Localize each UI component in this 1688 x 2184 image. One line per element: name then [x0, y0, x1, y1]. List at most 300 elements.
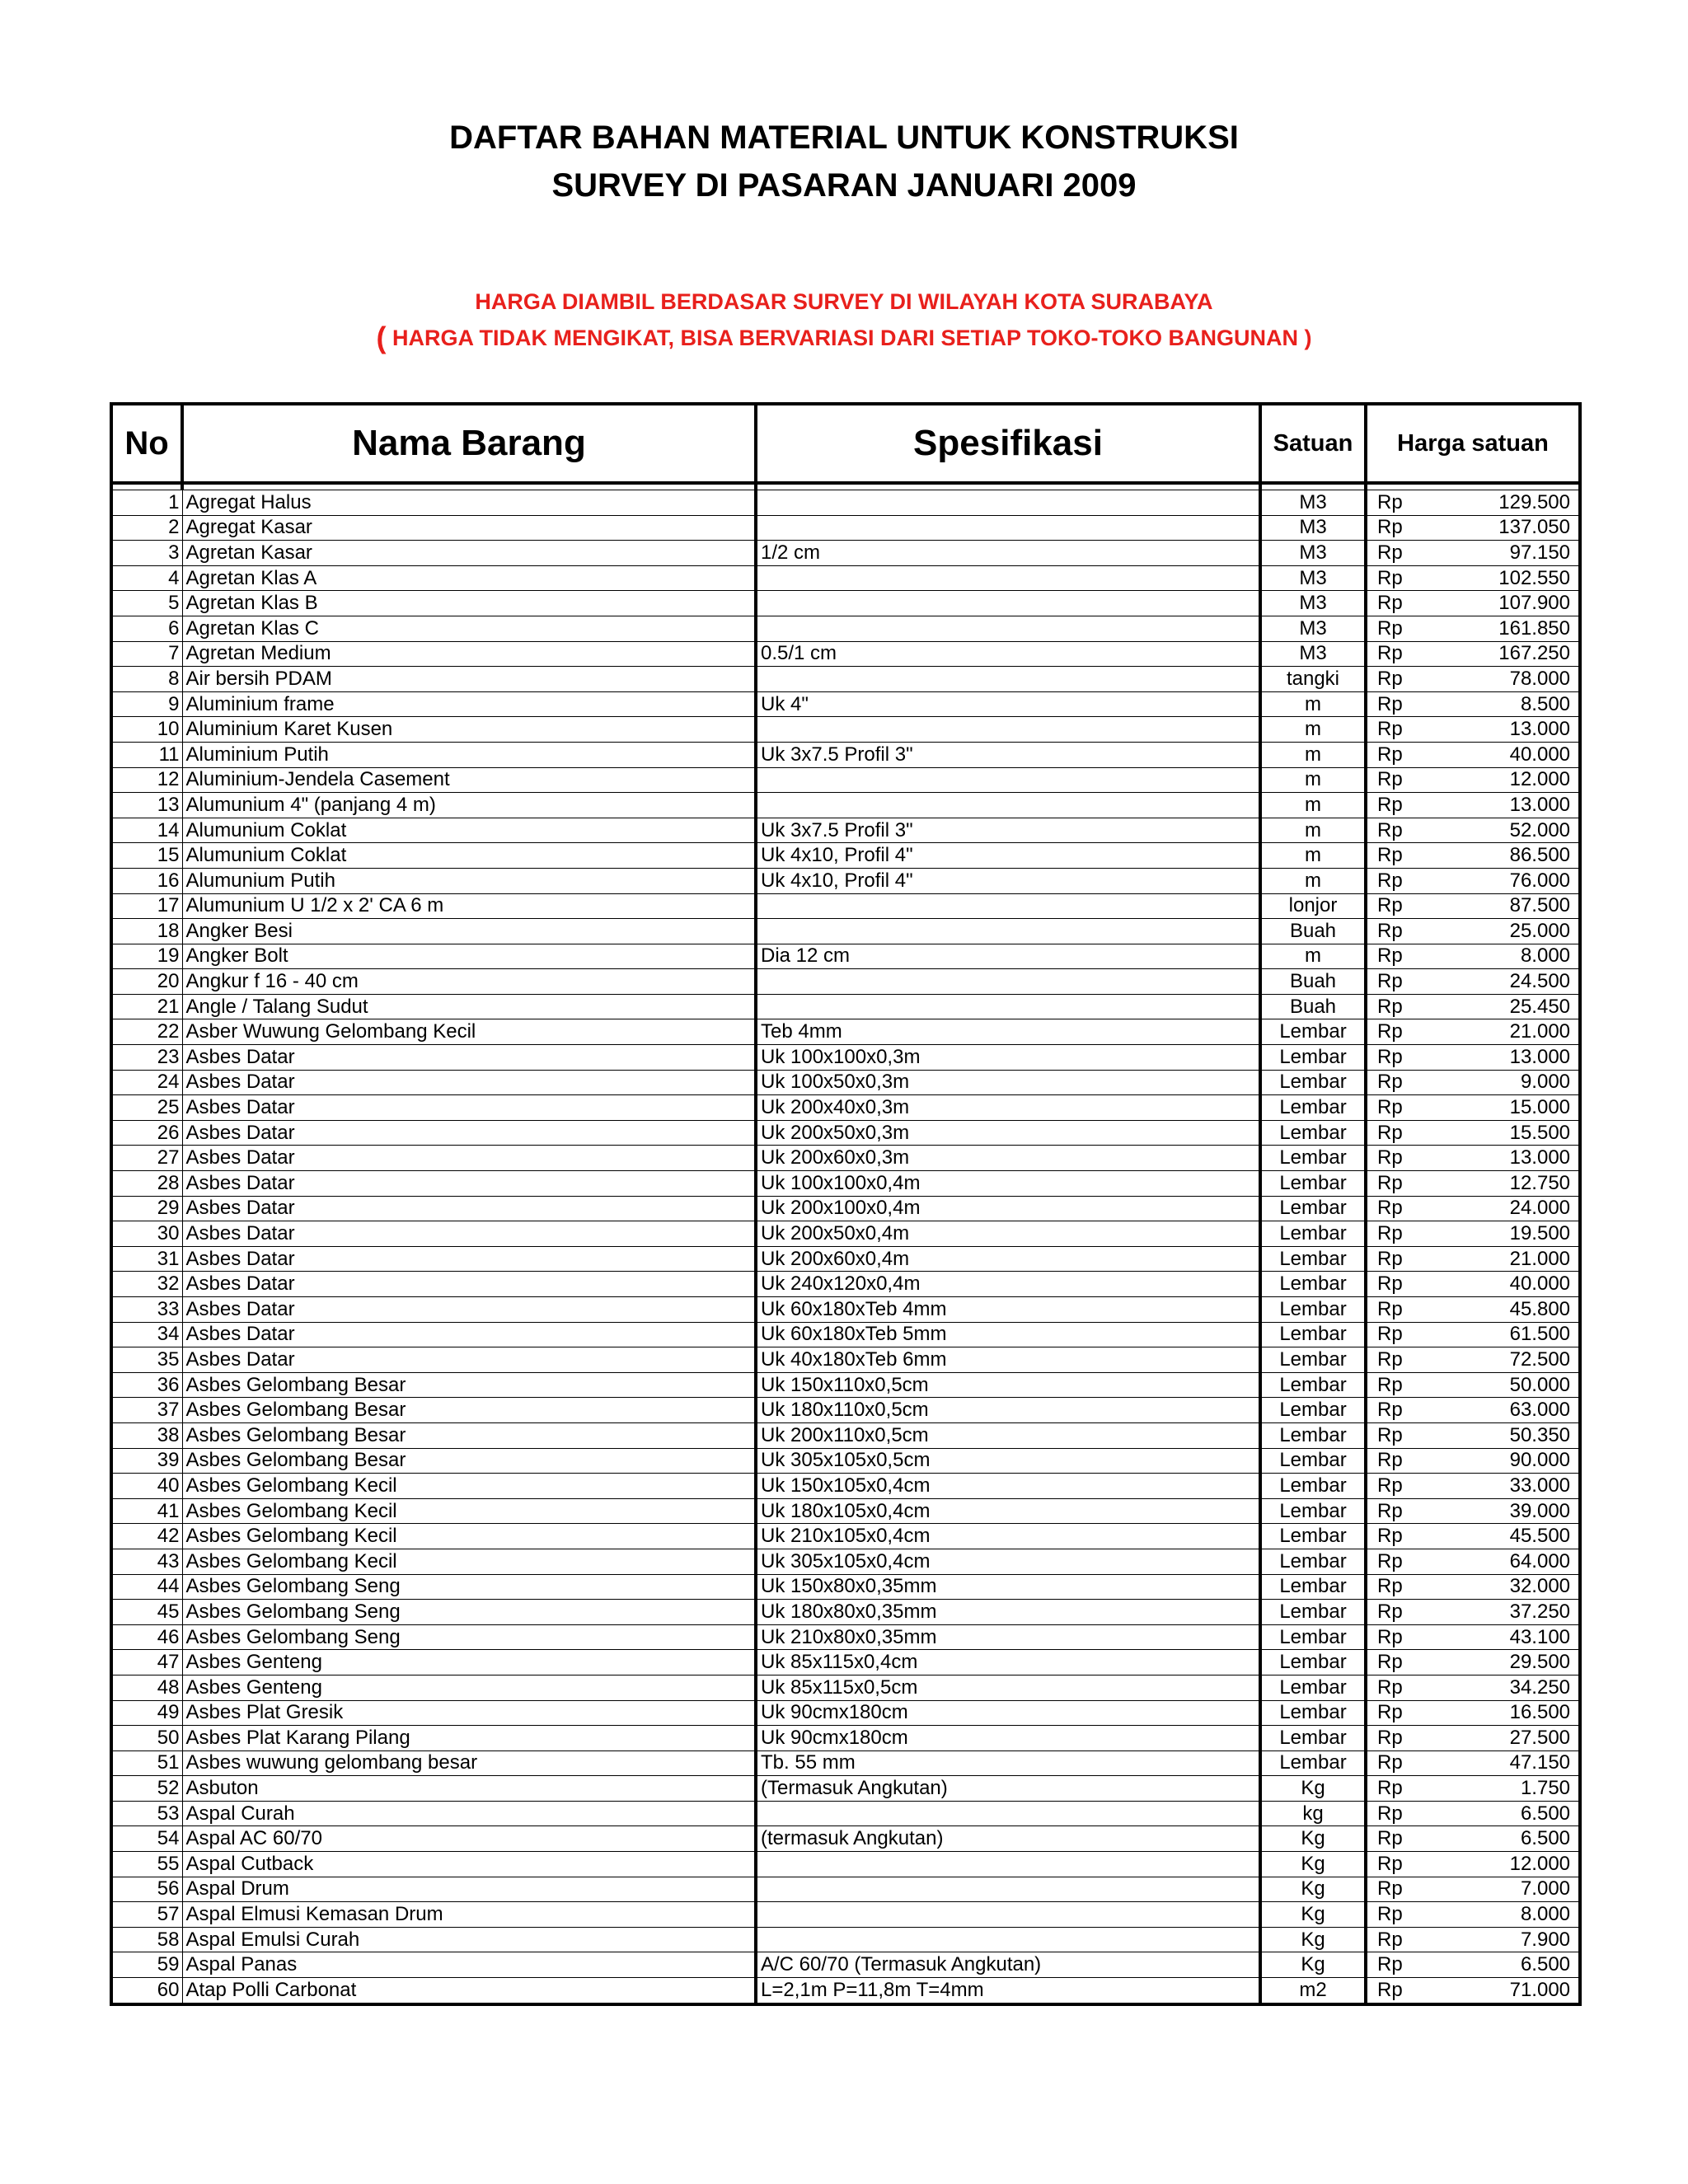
unit-price: 25.450 [1415, 994, 1580, 1019]
item-unit: M3 [1260, 490, 1366, 516]
row-number: 43 [111, 1549, 182, 1574]
row-number: 16 [111, 868, 182, 893]
unit-price: 7.900 [1415, 1927, 1580, 1952]
item-name: Alumunium U 1/2 x 2' CA 6 m [182, 893, 756, 919]
table-row [111, 1045, 1580, 1071]
row-number: 21 [111, 994, 182, 1019]
unit-price: 6.500 [1415, 1826, 1580, 1852]
unit-price: 8.500 [1415, 691, 1580, 717]
row-number: 40 [111, 1474, 182, 1499]
unit-price: 13.000 [1415, 1045, 1580, 1071]
disclaimer-open-paren: ( [376, 321, 387, 354]
currency-label: Rp [1366, 1750, 1415, 1776]
table-row [111, 1927, 1580, 1952]
currency-label: Rp [1366, 1902, 1415, 1928]
item-name: Asbes Gelombang Besar [182, 1398, 756, 1423]
currency-label: Rp [1366, 1549, 1415, 1574]
item-name: Aluminium-Jendela Casement [182, 767, 756, 793]
row-number: 5 [111, 591, 182, 616]
item-spec [756, 667, 1260, 692]
item-spec: Uk 90cmx180cm [756, 1700, 1260, 1726]
item-spec: L=2,1m P=11,8m T=4mm [756, 1978, 1260, 2004]
item-name: Asbes Plat Gresik [182, 1700, 756, 1726]
item-unit: Kg [1260, 1902, 1366, 1928]
item-spec: Uk 240x120x0,4m [756, 1272, 1260, 1297]
item-unit: m [1260, 843, 1366, 869]
currency-label: Rp [1366, 742, 1415, 767]
item-unit: Lembar [1260, 1019, 1366, 1045]
item-name: Asbes Gelombang Besar [182, 1422, 756, 1448]
table-row [111, 919, 1580, 944]
item-name: Angker Besi [182, 919, 756, 944]
currency-label: Rp [1366, 969, 1415, 995]
currency-label: Rp [1366, 1372, 1415, 1398]
row-number: 18 [111, 919, 182, 944]
item-name: Aluminium Karet Kusen [182, 717, 756, 743]
table-row [111, 1070, 1580, 1095]
currency-label: Rp [1366, 1978, 1415, 2004]
row-number: 38 [111, 1422, 182, 1448]
currency-label: Rp [1366, 1700, 1415, 1726]
item-unit: Lembar [1260, 1750, 1366, 1776]
item-spec: Uk 3x7.5 Profil 3" [756, 818, 1260, 843]
item-name: Agregat Halus [182, 490, 756, 516]
currency-label: Rp [1366, 1524, 1415, 1549]
item-unit: Kg [1260, 1877, 1366, 1902]
currency-label: Rp [1366, 1095, 1415, 1121]
item-spec [756, 515, 1260, 541]
row-number: 60 [111, 1978, 182, 2004]
currency-label: Rp [1366, 565, 1415, 591]
item-spec [756, 591, 1260, 616]
item-unit: Lembar [1260, 1146, 1366, 1171]
row-number: 42 [111, 1524, 182, 1549]
item-unit: Lembar [1260, 1272, 1366, 1297]
unit-price: 167.250 [1415, 641, 1580, 667]
row-number: 28 [111, 1171, 182, 1197]
item-name: Angle / Talang Sudut [182, 994, 756, 1019]
item-unit: M3 [1260, 565, 1366, 591]
unit-price: 13.000 [1415, 793, 1580, 818]
item-name: Agretan Klas A [182, 565, 756, 591]
item-unit: Lembar [1260, 1372, 1366, 1398]
item-name: Aspal Curah [182, 1801, 756, 1826]
table-row [111, 893, 1580, 919]
item-unit: m [1260, 691, 1366, 717]
item-unit: Kg [1260, 1927, 1366, 1952]
unit-price: 107.900 [1415, 591, 1580, 616]
unit-price: 61.500 [1415, 1322, 1580, 1347]
unit-price: 27.500 [1415, 1726, 1580, 1751]
item-name: Agretan Medium [182, 641, 756, 667]
table-row [111, 591, 1580, 616]
item-spec: Uk 200x50x0,3m [756, 1120, 1260, 1146]
item-name: Asbuton [182, 1776, 756, 1802]
item-spec: Uk 85x115x0,4cm [756, 1650, 1260, 1675]
table-row [111, 541, 1580, 566]
currency-label: Rp [1366, 616, 1415, 641]
table-row [111, 717, 1580, 743]
table-row [111, 1019, 1580, 1045]
table-row [111, 1422, 1580, 1448]
item-spec: A/C 60/70 (Termasuk Angkutan) [756, 1952, 1260, 1978]
item-name: Asbes Datar [182, 1246, 756, 1272]
item-spec [756, 1927, 1260, 1952]
unit-price: 87.500 [1415, 893, 1580, 919]
row-number: 17 [111, 893, 182, 919]
row-number: 41 [111, 1498, 182, 1524]
item-name: Aluminium Putih [182, 742, 756, 767]
row-number: 59 [111, 1952, 182, 1978]
item-unit: m [1260, 767, 1366, 793]
item-spec: Uk 3x7.5 Profil 3" [756, 742, 1260, 767]
row-number: 1 [111, 490, 182, 516]
item-unit: Kg [1260, 1826, 1366, 1852]
item-unit: Lembar [1260, 1196, 1366, 1221]
table-row [111, 1120, 1580, 1146]
item-unit: Lembar [1260, 1120, 1366, 1146]
item-spec: Uk 4x10, Profil 4" [756, 843, 1260, 869]
currency-label: Rp [1366, 1146, 1415, 1171]
item-unit: Lembar [1260, 1398, 1366, 1423]
table-row [111, 490, 1580, 516]
row-number: 45 [111, 1600, 182, 1625]
table-row [111, 1675, 1580, 1700]
item-name: Agregat Kasar [182, 515, 756, 541]
currency-label: Rp [1366, 1045, 1415, 1071]
item-spec: Uk 305x105x0,4cm [756, 1549, 1260, 1574]
currency-label: Rp [1366, 1927, 1415, 1952]
item-unit: Lembar [1260, 1700, 1366, 1726]
item-name: Air bersih PDAM [182, 667, 756, 692]
row-number: 54 [111, 1826, 182, 1852]
item-spec: Uk 4" [756, 691, 1260, 717]
currency-label: Rp [1366, 843, 1415, 869]
document-subtitle: SURVEY DI PASARAN JANUARI 2009 [551, 167, 1137, 204]
unit-price: 161.850 [1415, 616, 1580, 641]
item-unit: M3 [1260, 616, 1366, 641]
row-number: 19 [111, 944, 182, 969]
item-name: Agretan Kasar [182, 541, 756, 566]
row-number: 53 [111, 1801, 182, 1826]
row-number: 12 [111, 767, 182, 793]
item-name: Asbes wuwung gelombang besar [182, 1750, 756, 1776]
row-number: 15 [111, 843, 182, 869]
currency-label: Rp [1366, 667, 1415, 692]
currency-label: Rp [1366, 1852, 1415, 1877]
table-row [111, 641, 1580, 667]
currency-label: Rp [1366, 1196, 1415, 1221]
unit-price: 32.000 [1415, 1574, 1580, 1600]
currency-label: Rp [1366, 1120, 1415, 1146]
table-row [111, 515, 1580, 541]
unit-price: 15.000 [1415, 1095, 1580, 1121]
item-spec: Uk 210x105x0,4cm [756, 1524, 1260, 1549]
item-spec [756, 616, 1260, 641]
table-row [111, 691, 1580, 717]
item-unit: Buah [1260, 969, 1366, 995]
currency-label: Rp [1366, 1624, 1415, 1650]
item-spec [756, 994, 1260, 1019]
row-number: 25 [111, 1095, 182, 1121]
table-row [111, 1549, 1580, 1574]
item-name: Alumunium 4" (panjang 4 m) [182, 793, 756, 818]
currency-label: Rp [1366, 1498, 1415, 1524]
price-source-note: HARGA DIAMBIL BERDASAR SURVEY DI WILAYAH KOTA SURABAYA [475, 289, 1213, 314]
unit-price: 24.000 [1415, 1196, 1580, 1221]
table-row [111, 565, 1580, 591]
item-spec: Uk 200x110x0,5cm [756, 1422, 1260, 1448]
item-unit: Lembar [1260, 1045, 1366, 1071]
unit-price: 86.500 [1415, 843, 1580, 869]
currency-label: Rp [1366, 1272, 1415, 1297]
table-row [111, 1574, 1580, 1600]
unit-price: 102.550 [1415, 565, 1580, 591]
row-number: 3 [111, 541, 182, 566]
table-row [111, 1146, 1580, 1171]
table-row [111, 1902, 1580, 1928]
table-row [111, 1952, 1580, 1978]
item-name: Aspal Drum [182, 1877, 756, 1902]
row-number: 33 [111, 1297, 182, 1323]
item-unit: Lembar [1260, 1070, 1366, 1095]
item-unit: m [1260, 742, 1366, 767]
currency-label: Rp [1366, 1246, 1415, 1272]
table-row [111, 969, 1580, 995]
item-unit: Lembar [1260, 1624, 1366, 1650]
unit-price: 76.000 [1415, 868, 1580, 893]
item-name: Angkur f 16 - 40 cm [182, 969, 756, 995]
unit-price: 12.000 [1415, 767, 1580, 793]
unit-price: 15.500 [1415, 1120, 1580, 1146]
item-spec: Tb. 55 mm [756, 1750, 1260, 1776]
unit-price: 12.000 [1415, 1852, 1580, 1877]
unit-price: 6.500 [1415, 1801, 1580, 1826]
unit-price: 129.500 [1415, 490, 1580, 516]
table-row [111, 1246, 1580, 1272]
row-number: 10 [111, 717, 182, 743]
row-number: 37 [111, 1398, 182, 1423]
item-spec: Uk 305x105x0,5cm [756, 1448, 1260, 1474]
table-row [111, 1171, 1580, 1197]
row-number: 32 [111, 1272, 182, 1297]
item-unit: m [1260, 868, 1366, 893]
item-unit: Lembar [1260, 1675, 1366, 1700]
item-name: Angker Bolt [182, 944, 756, 969]
item-unit: kg [1260, 1801, 1366, 1826]
item-spec [756, 1801, 1260, 1826]
item-spec: (Termasuk Angkutan) [756, 1776, 1260, 1802]
item-unit: Lembar [1260, 1448, 1366, 1474]
currency-label: Rp [1366, 818, 1415, 843]
table-row [111, 1700, 1580, 1726]
currency-label: Rp [1366, 1398, 1415, 1423]
item-name: Asbes Gelombang Kecil [182, 1498, 756, 1524]
item-spec: Uk 100x50x0,3m [756, 1070, 1260, 1095]
table-row [111, 994, 1580, 1019]
currency-label: Rp [1366, 691, 1415, 717]
currency-label: Rp [1366, 1322, 1415, 1347]
unit-price: 12.750 [1415, 1171, 1580, 1197]
item-spec: Uk 150x110x0,5cm [756, 1372, 1260, 1398]
item-unit: M3 [1260, 541, 1366, 566]
row-number: 51 [111, 1750, 182, 1776]
item-unit: Lembar [1260, 1297, 1366, 1323]
unit-price: 24.500 [1415, 969, 1580, 995]
document-title: DAFTAR BAHAN MATERIAL UNTUK KONSTRUKSI [449, 120, 1239, 156]
currency-label: Rp [1366, 1801, 1415, 1826]
item-spec: Uk 200x50x0,4m [756, 1221, 1260, 1247]
col-header-spesifikasi: Spesifikasi [756, 404, 1260, 483]
table-row [111, 944, 1580, 969]
unit-price: 45.800 [1415, 1297, 1580, 1323]
currency-label: Rp [1366, 591, 1415, 616]
table-row [111, 1272, 1580, 1297]
disclaimer-text: HARGA TIDAK MENGIKAT, BISA BERVARIASI DARI SETIAP TOKO-TOKO BANGUNAN ) [386, 326, 1312, 350]
currency-label: Rp [1366, 919, 1415, 944]
currency-label: Rp [1366, 1726, 1415, 1751]
row-number: 23 [111, 1045, 182, 1071]
item-name: Asbes Datar [182, 1297, 756, 1323]
currency-label: Rp [1366, 541, 1415, 566]
currency-label: Rp [1366, 1070, 1415, 1095]
table-row [111, 1624, 1580, 1650]
table-row [111, 1498, 1580, 1524]
table-row [111, 1524, 1580, 1549]
row-number: 31 [111, 1246, 182, 1272]
item-name: Asbes Gelombang Besar [182, 1448, 756, 1474]
unit-price: 40.000 [1415, 742, 1580, 767]
item-spec: Uk 100x100x0,4m [756, 1171, 1260, 1197]
item-spec: Uk 180x80x0,35mm [756, 1600, 1260, 1625]
item-name: Aspal Emulsi Curah [182, 1927, 756, 1952]
item-name: Alumunium Coklat [182, 843, 756, 869]
item-spec [756, 1902, 1260, 1928]
item-name: Asbes Gelombang Seng [182, 1624, 756, 1650]
table-row [111, 1322, 1580, 1347]
currency-label: Rp [1366, 767, 1415, 793]
item-spec: Uk 90cmx180cm [756, 1726, 1260, 1751]
item-unit: Lembar [1260, 1549, 1366, 1574]
row-number: 46 [111, 1624, 182, 1650]
item-unit: Kg [1260, 1952, 1366, 1978]
item-unit: Lembar [1260, 1221, 1366, 1247]
item-name: Asbes Datar [182, 1221, 756, 1247]
currency-label: Rp [1366, 1952, 1415, 1978]
table-row [111, 1372, 1580, 1398]
item-spec [756, 717, 1260, 743]
table-row [111, 616, 1580, 641]
unit-price: 29.500 [1415, 1650, 1580, 1675]
item-spec: Uk 200x60x0,4m [756, 1246, 1260, 1272]
item-spec [756, 969, 1260, 995]
item-unit: M3 [1260, 515, 1366, 541]
item-spec: Uk 60x180xTeb 5mm [756, 1322, 1260, 1347]
table-row [111, 767, 1580, 793]
item-unit: M3 [1260, 591, 1366, 616]
currency-label: Rp [1366, 868, 1415, 893]
table-body [111, 490, 1580, 2004]
item-name: Asbes Genteng [182, 1675, 756, 1700]
table-row [111, 1801, 1580, 1826]
unit-price: 19.500 [1415, 1221, 1580, 1247]
item-name: Asbes Gelombang Seng [182, 1574, 756, 1600]
item-spec: Uk 60x180xTeb 4mm [756, 1297, 1260, 1323]
item-name: Atap Polli Carbonat [182, 1978, 756, 2004]
unit-price: 6.500 [1415, 1952, 1580, 1978]
row-number: 57 [111, 1902, 182, 1928]
col-header-harga-satuan: Harga satuan [1366, 404, 1580, 483]
item-spec: Uk 4x10, Profil 4" [756, 868, 1260, 893]
row-number: 8 [111, 667, 182, 692]
unit-price: 64.000 [1415, 1549, 1580, 1574]
table-row [111, 843, 1580, 869]
table-row [111, 1095, 1580, 1121]
currency-label: Rp [1366, 1574, 1415, 1600]
item-spec: Uk 200x100x0,4m [756, 1196, 1260, 1221]
row-number: 4 [111, 565, 182, 591]
currency-label: Rp [1366, 1422, 1415, 1448]
unit-price: 72.500 [1415, 1347, 1580, 1373]
unit-price: 21.000 [1415, 1019, 1580, 1045]
item-spec: 0.5/1 cm [756, 641, 1260, 667]
table-row [111, 1978, 1580, 2004]
row-number: 35 [111, 1347, 182, 1373]
item-unit: M3 [1260, 641, 1366, 667]
row-number: 7 [111, 641, 182, 667]
currency-label: Rp [1366, 1474, 1415, 1499]
item-unit: Lembar [1260, 1246, 1366, 1272]
currency-label: Rp [1366, 1877, 1415, 1902]
item-unit: m2 [1260, 1978, 1366, 2004]
item-name: Asbes Plat Karang Pilang [182, 1726, 756, 1751]
item-spec [756, 793, 1260, 818]
item-name: Asber Wuwung Gelombang Kecil [182, 1019, 756, 1045]
item-name: Asbes Datar [182, 1146, 756, 1171]
price-disclaimer-note [0, 321, 1688, 355]
table-row [111, 1347, 1580, 1373]
currency-label: Rp [1366, 1826, 1415, 1852]
row-number: 14 [111, 818, 182, 843]
currency-label: Rp [1366, 944, 1415, 969]
item-unit: Kg [1260, 1776, 1366, 1802]
row-number: 13 [111, 793, 182, 818]
item-unit: Lembar [1260, 1600, 1366, 1625]
item-name: Asbes Datar [182, 1095, 756, 1121]
item-unit: Lembar [1260, 1422, 1366, 1448]
unit-price: 63.000 [1415, 1398, 1580, 1423]
table-header-row [111, 404, 1580, 483]
unit-price: 97.150 [1415, 541, 1580, 566]
row-number: 2 [111, 515, 182, 541]
item-spec: (termasuk Angkutan) [756, 1826, 1260, 1852]
item-name: Asbes Gelombang Besar [182, 1372, 756, 1398]
item-unit: Buah [1260, 919, 1366, 944]
table-row [111, 1852, 1580, 1877]
item-name: Asbes Datar [182, 1070, 756, 1095]
item-name: Asbes Gelombang Kecil [182, 1549, 756, 1574]
unit-price: 43.100 [1415, 1624, 1580, 1650]
row-number: 39 [111, 1448, 182, 1474]
currency-label: Rp [1366, 1650, 1415, 1675]
table-row [111, 1650, 1580, 1675]
item-spec: Uk 180x110x0,5cm [756, 1398, 1260, 1423]
row-number: 6 [111, 616, 182, 641]
item-spec: Uk 85x115x0,5cm [756, 1675, 1260, 1700]
item-name: Asbes Gelombang Kecil [182, 1474, 756, 1499]
row-number: 49 [111, 1700, 182, 1726]
row-number: 56 [111, 1877, 182, 1902]
